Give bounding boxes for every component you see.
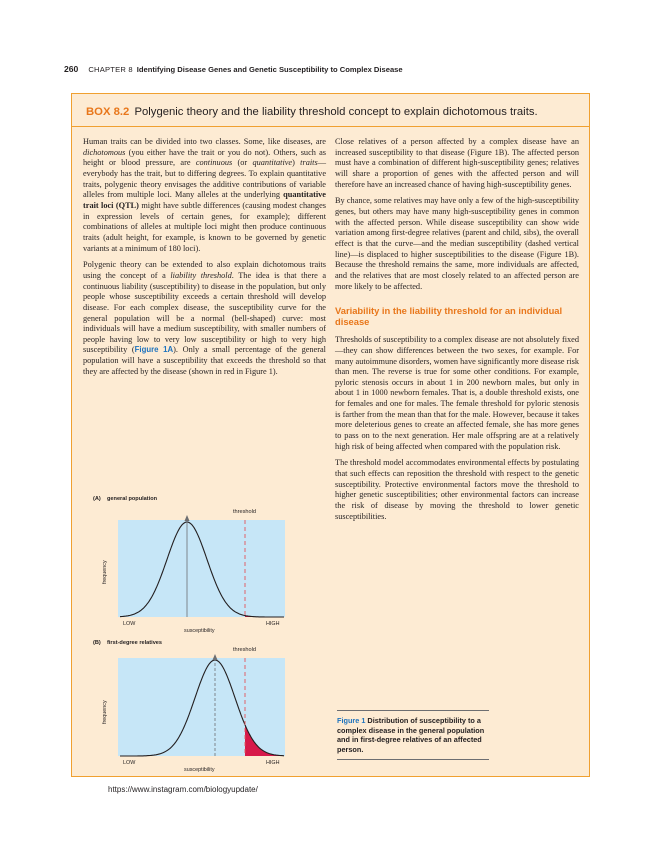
right-paragraph-2: By chance, some relatives may have only a few of the high-susceptibility genes, but others may have many high-susceptibility genes in common with the affected person. While disease susceptibility can show wide variation among first-degree relatives (parent and child, sibs), the overall effect is that the curve—and the median susceptibility (dashed vertical line)—is displaced to higher susceptibilities to the disease (Figure 1B). Because the threshold remains the same, more individuals are affected, and the relatives that are most closely related to an affected person are more likely to be affected. [335,196,579,291]
box-title [86,106,538,118]
panel-a-x-axis-label: susceptibility [184,628,215,634]
text-run: —everybody has the trait, but to differing degrees. To explain quantitative traits, polygenic theory envisages the additive contributions of variable alleles from multiple loci. Many alleles at the underlying [83,158,326,200]
panel-a-y-axis-label: frequency [102,560,108,584]
chapter-title: Identifying Disease Genes and Genetic Susceptibility to Complex Disease [136,65,403,74]
box-8-2 [71,93,590,777]
box-label: BOX 8.2 [86,106,130,118]
text-run: (you either have the trait or you do not). Others, such as height or blood pressure, are [83,147,326,168]
panel-b-title: first-degree relatives [107,640,163,646]
page-number: 260 [64,64,79,74]
right-paragraph-1: Close relatives of a person affected by a complex disease have an increased susceptibility to that disease (Figure 1B). The affected person must have a combination of different high-susceptibility genes; relatives will share a proportion of genes with the affected person and will therefore have an increased chance of having high-susceptibility genes. [335,137,579,189]
text-run: ). Only a small percentage of the general population will have a susceptibility that exceeds the threshold so that they are affected by the disease (shown in red in Figure 1). [83,345,326,376]
caption-text [337,711,489,759]
panel-b-y-axis-label: frequency [102,700,108,724]
text-run: . The idea is that there a continuous liability (susceptibility) to disease in the population, but only people whose susceptibility exceeds a certain threshold will develop disease. For each complex disease, the susceptibility curve for the general population will be a normal (bell-shaped) curve: most individuals will have a medium susceptibility, with smaller numbers of people having low to very low susceptibility or high to very high susceptibility ( [83,270,327,355]
chapter-label: CHAPTER 8 [88,65,133,74]
text-run: Polygenic theory can be extended to also explain dichotomous traits using the concept of a [83,260,326,280]
text-run: ) [292,158,301,168]
panel-a-x-high: HIGH [266,621,280,627]
panel-b-x-high: HIGH [266,760,280,766]
term-continuous: continuous [195,158,233,168]
term-dichotomous: dichotomous [83,147,126,157]
panel-a-x-low: LOW [123,621,136,627]
text-run: (or [232,158,253,168]
running-head [64,64,403,74]
box-title-text: Polygenic theory and the liability threshold concept to explain dichotomous traits. [134,106,538,118]
caption-body: Distribution of susceptibility to a complex disease in the general population and in first-degree relatives of an affected person. [337,716,485,754]
figure-1 [92,484,287,773]
left-paragraph-2 [83,260,326,377]
figure-caption [337,710,489,760]
term-liability-threshold: liability threshold [170,270,232,280]
caption-label: Figure 1 [337,716,366,725]
term-qtl: quantitative trait loci (QTL) [83,190,326,210]
figure-1a-link[interactable]: Figure 1A [134,345,174,355]
left-paragraph-1 [83,137,326,254]
right-paragraph-4: The threshold model accommodates environmental effects by postulating that such effects can reposition the threshold with respect to the genetic susceptibility. Protective environmental factors move the threshold to higher genetic susceptibilities; other environmental factors can increase the risk of disease by moving the threshold to lower genetic susceptibilities. [335,458,579,521]
section-heading: Variability in the liability threshold for an individual disease [335,305,563,328]
panel-b-plot-area [118,658,285,756]
figure-1-svg [92,484,287,773]
box-title-rule [72,126,589,127]
panel-b-x-low: LOW [123,760,136,766]
footer-url[interactable]: https://www.instagram.com/biologyupdate/ [108,785,258,794]
right-paragraph-3: Thresholds of susceptibility to a complex disease are not absolutely fixed—they can show differences between the two sexes, for example. For many autoimmune disorders, women have significantly more disease risk than men. The reverse is true for some other conditions. For example, pyloric stenosis occurs in about 1 in 200 newborn males, but only in about 1 in 1000 newborn females. That is, a double threshold exists, one for females and one for males. The female threshold for pyloric stenosis is farther from the mean than that for the male. However, because it takes more deleterious genes to create an affected female, she has more genes to pass on to the next generation. Her male offspring are at a relatively high risk of being affected when compared with the population risk. [335,335,580,451]
left-column [83,137,326,383]
panel-a-mean-arrowhead [185,515,190,521]
right-column [335,137,579,528]
text-run: Human traits can be divided into two classes. Some, like diseases, are [83,137,326,146]
panel-b [93,640,285,773]
panel-a-label: (A) [93,496,101,502]
term-quantitative: quantitative [252,158,293,168]
panel-b-median-arrowhead [213,654,218,660]
panel-a-title: general population [107,496,158,502]
panel-a-plot-area [118,520,285,617]
caption-bottom-rule [337,759,489,760]
panel-b-threshold-label: threshold [233,647,257,653]
panel-b-x-axis-label: susceptibility [184,767,215,773]
panel-a-threshold-label: threshold [233,509,257,515]
term-traits: traits [300,158,318,168]
panel-a [93,496,285,634]
text-run: might have subtle differences (causing modest changes in expression levels of certain genes, for example); different combinations of alleles at multiple loci might then produce continuous traits (adult height, for example, is known to be governed by genetic variants at a minimum of 180 loci). [83,200,326,253]
panel-b-label: (B) [93,640,101,646]
